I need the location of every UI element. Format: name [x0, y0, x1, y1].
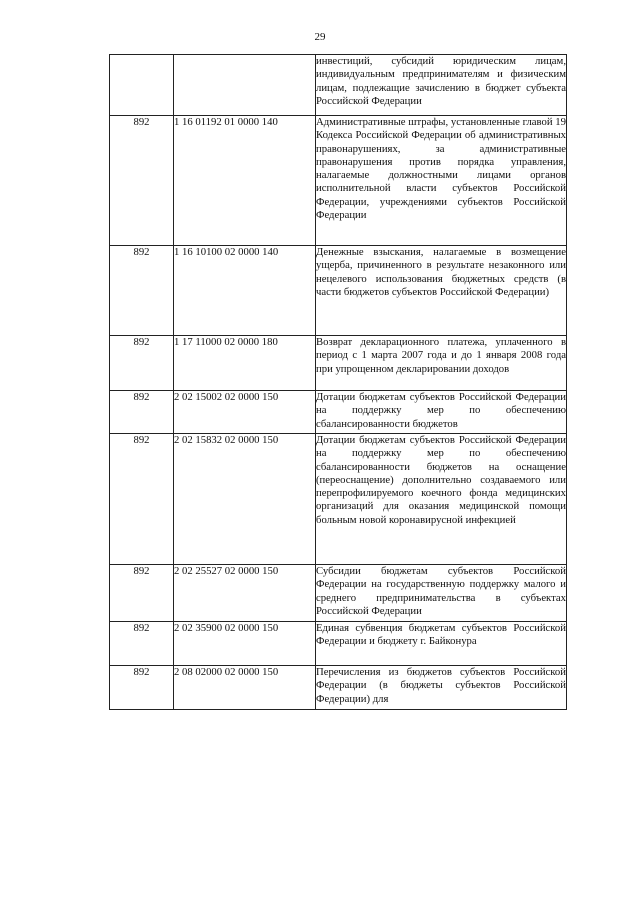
admin-code-cell: 892 [110, 434, 174, 565]
income-name-cell: Возврат декларационного платежа, уплаченного в период с 1 марта 2007 года и до 1 января 2008 года при упрощенном декларировании доходов [316, 336, 567, 391]
budget-classification-code-cell: 1 17 11000 02 0000 180 [174, 336, 316, 391]
admin-code-cell: 892 [110, 391, 174, 434]
admin-code-cell: 892 [110, 336, 174, 391]
income-name-cell: Дотации бюджетам субъектов Российской Федерации на поддержку мер по обеспечению сбалансированности бюджетов на оснащение (переоснащение) дополнительно создаваемого или перепрофилируемого коечного фонда медицинских организаций для оказания медицинской помощи больным новой коронавирусной инфекцией [316, 434, 567, 565]
table-row [110, 246, 567, 336]
income-name-cell: Единая субвенция бюджетам субъектов Российской Федерации и бюджету г. Байконура [316, 622, 567, 666]
admin-code-cell: 892 [110, 666, 174, 710]
budget-classification-code-cell: 2 02 35900 02 0000 150 [174, 622, 316, 666]
page-number: 29 [314, 31, 326, 43]
table-row [110, 565, 567, 622]
table-row [110, 336, 567, 391]
table-row [110, 116, 567, 246]
budget-classification-code-cell: 2 02 15002 02 0000 150 [174, 391, 316, 434]
budget-classification-code-cell: 1 16 01192 01 0000 140 [174, 116, 316, 246]
table-row [110, 666, 567, 710]
income-name-cell: инвестиций, субсидий юридическим лицам, индивидуальным предпринимателям и физическим лицам, подлежащие зачислению в бюджет субъекта Российской Федерации [316, 55, 567, 116]
income-name-cell: Субсидии бюджетам субъектов Российской Федерации на государственную поддержку малого и среднего предпринимательства в субъектах Российской Федерации [316, 565, 567, 622]
income-name-cell: Дотации бюджетам субъектов Российской Федерации на поддержку мер по обеспечению сбалансированности бюджетов [316, 391, 567, 434]
budget-classification-code-cell: 2 02 15832 02 0000 150 [174, 434, 316, 565]
budget-classification-code-cell: 1 16 10100 02 0000 140 [174, 246, 316, 336]
budget-classification-code-cell [174, 55, 316, 116]
income-name-cell: Административные штрафы, установленные главой 19 Кодекса Российской Федерации об административных правонарушениях, за административные правонарушения против порядка управления, налагаемые должностными лицами органов исполнительной власти субъектов Российской Федерации, учреждениями субъектов Российской Федерации [316, 116, 567, 246]
budget-classification-code-cell: 2 02 25527 02 0000 150 [174, 565, 316, 622]
income-name-cell: Денежные взыскания, налагаемые в возмещение ущерба, причиненного в результате незаконного или нецелевого использования бюджетных средств (в части бюджетов субъектов Российской Федерации) [316, 246, 567, 336]
admin-code-cell [110, 55, 174, 116]
admin-code-cell: 892 [110, 246, 174, 336]
table-row [110, 391, 567, 434]
admin-code-cell: 892 [110, 622, 174, 666]
admin-code-cell: 892 [110, 116, 174, 246]
table-row [110, 55, 567, 116]
budget-classification-code-cell: 2 08 02000 02 0000 150 [174, 666, 316, 710]
table-row [110, 434, 567, 565]
budget-codes-table [109, 54, 567, 710]
income-name-cell: Перечисления из бюджетов субъектов Российской Федерации (в бюджеты субъектов Российской Федерации) для [316, 666, 567, 710]
table-row [110, 622, 567, 666]
admin-code-cell: 892 [110, 565, 174, 622]
